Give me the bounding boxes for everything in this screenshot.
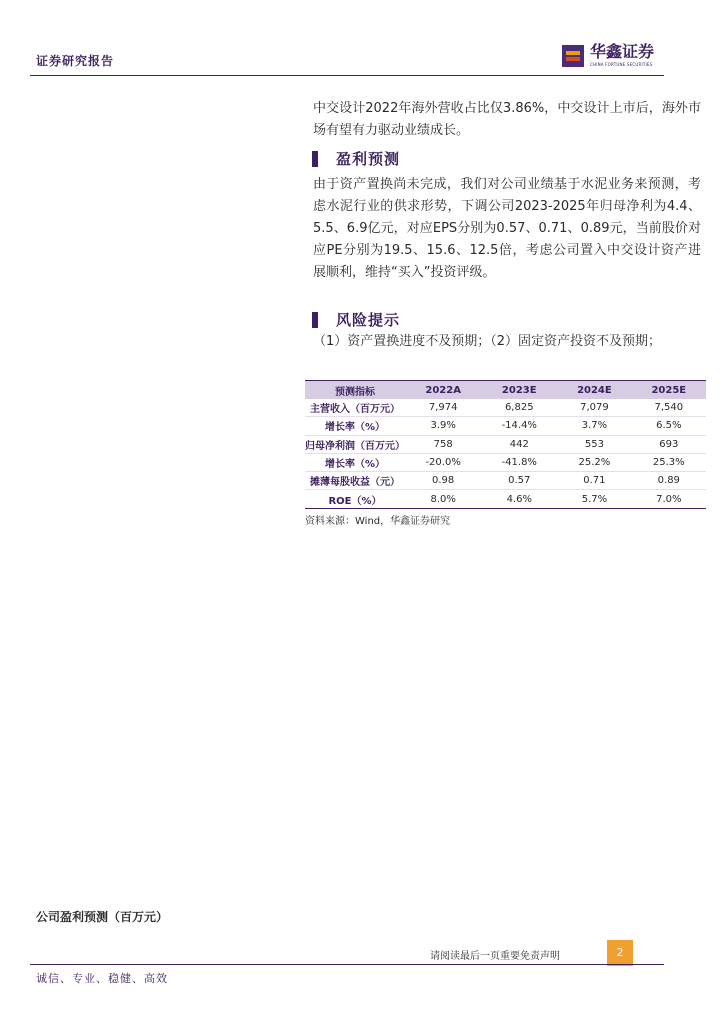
logo-name-cn: 华鑫证券 [590,42,655,61]
table-source-note: 资料来源：Wind，华鑫证券研究 [305,516,451,527]
row-label: 增长率（%） [305,417,405,435]
table-cell: 758 [405,435,481,453]
table-header-cell: 预测指标 [305,381,405,400]
table-row [305,435,706,453]
table-cell: 442 [481,435,557,453]
table-cell: 7,079 [557,399,631,417]
table-cell: 8.0% [405,490,481,508]
table-cell: 0.71 [557,472,631,490]
risk-section-heading [312,309,400,330]
table-cell: -14.4% [481,417,557,435]
table-row [305,417,706,435]
row-label: 增长率（%） [305,453,405,471]
table-cell: 25.2% [557,453,631,471]
footer-motto: 诚信、专业、稳健、高效 [36,972,168,985]
section-marker-icon [312,312,318,328]
disclaimer-link[interactable]: 请阅读最后一页重要免责声明 [430,951,560,962]
logo-mark-icon [562,45,584,67]
report-type-label: 证券研究报告 [36,54,115,68]
intro-paragraph: 中交设计2022年海外营收占比仅3.86%，中交设计上市后，海外市场有望有力驱动业绩成长。 [313,101,701,138]
profit-paragraph: 由于资产置换尚未完成，我们对公司业绩基于水泥业务来预测，考虑水泥行业的供求形势，下调公司2023-2025年归母净利为4.4、5.5、6.9亿元，对应EPS分别为0.57、0.71、0.89元，当前股价对应PE分别为19.5、15.6、12.5倍，考虑公司置入中交设计资产进展顺利，维持“买入”投资评级。 [313,177,701,280]
footer-divider [30,964,664,965]
table-cell: 6.5% [632,417,706,435]
section-marker-icon [312,151,318,167]
table-cell: 0.89 [632,472,706,490]
row-label: 主营收入（百万元） [305,399,405,417]
table-row [305,472,706,490]
table-cell: 7,540 [632,399,706,417]
row-label: 归母净利润（百万元） [305,435,405,453]
table-cell: 5.7% [557,490,631,508]
table-row [305,490,706,508]
table-cell: 4.6% [481,490,557,508]
table-cell: 3.7% [557,417,631,435]
row-label: 摊薄每股收益（元） [305,472,405,490]
table-header-cell: 2023E [481,381,557,400]
risk-section-title: 风险提示 [336,311,401,329]
table-cell: 0.57 [481,472,557,490]
table-cell: 25.3% [632,453,706,471]
table-header-cell: 2025E [632,381,706,400]
risk-paragraph: （1）资产置换进度不及预期；（2）固定资产投资不及预期； [313,334,662,349]
table-cell: 3.9% [405,417,481,435]
forecast-table [305,380,706,509]
header-divider [30,75,664,76]
table-header-cell: 2022A [405,381,481,400]
table-row [305,399,706,417]
table-cell: 7,974 [405,399,481,417]
company-logo [562,44,654,68]
table-header-row [305,381,706,400]
profit-section-heading [312,148,400,169]
table-cell: 6,825 [481,399,557,417]
table-cell: 7.0% [632,490,706,508]
profit-section-title: 盈利预测 [336,150,401,168]
logo-name-en: CHINA FORTUNE SECURITIES [590,62,653,67]
page-number-badge: 2 [607,940,633,966]
row-label: ROE（%） [305,490,405,508]
table-cell: -20.0% [405,453,481,471]
table-header-cell: 2024E [557,381,631,400]
left-caption: 公司盈利预测（百万元） [36,910,169,924]
table-cell: 693 [632,435,706,453]
table-cell: 0.98 [405,472,481,490]
table-row [305,453,706,471]
table-cell: -41.8% [481,453,557,471]
table-cell: 553 [557,435,631,453]
